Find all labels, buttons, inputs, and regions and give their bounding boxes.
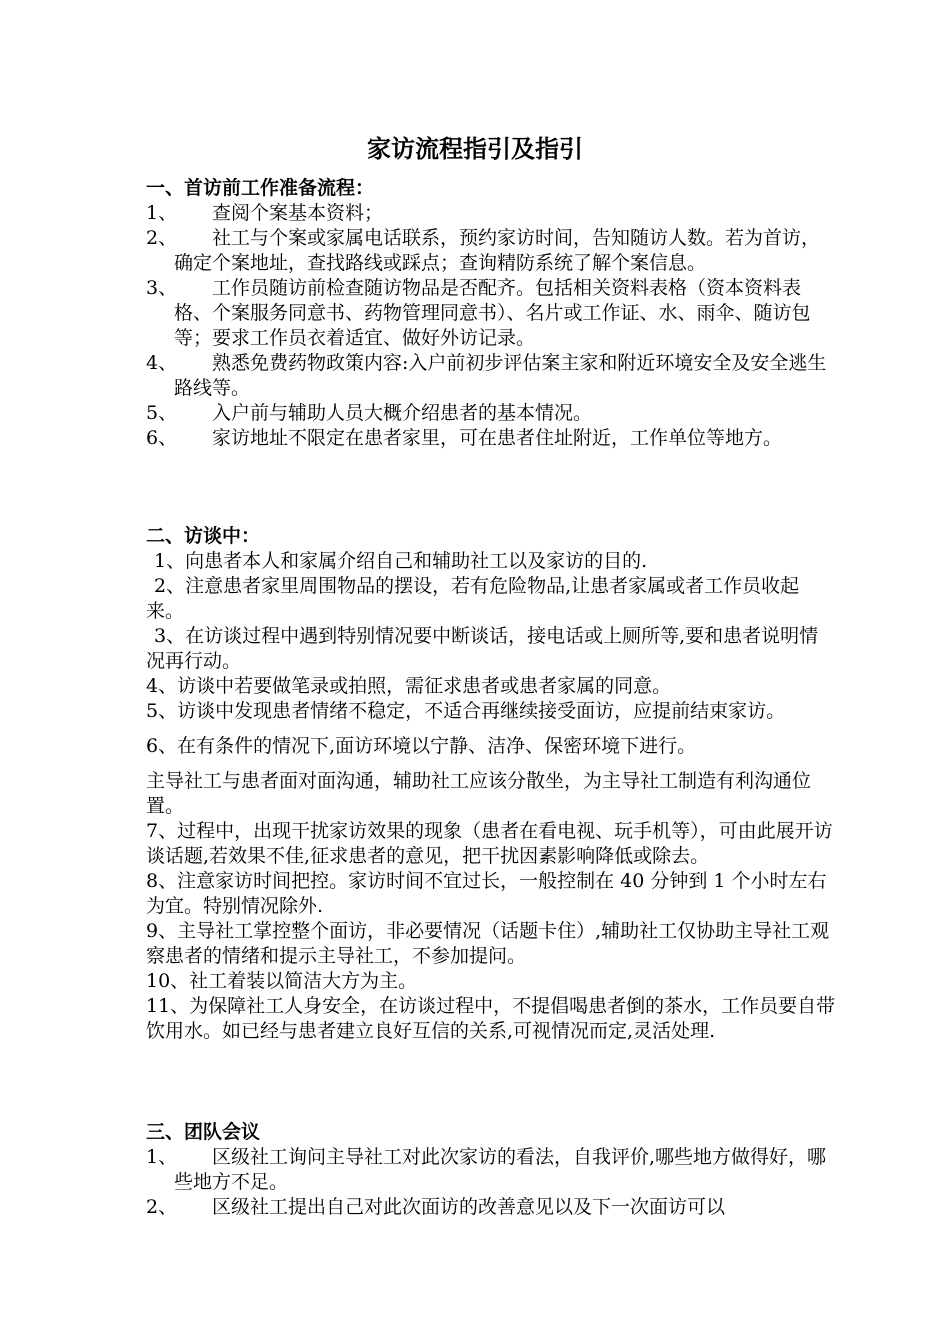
section-1 bbox=[146, 176, 836, 451]
section-2 bbox=[146, 524, 836, 1044]
list-number: 6、 bbox=[146, 427, 178, 449]
section-3 bbox=[146, 1120, 836, 1220]
list-number: 3、 bbox=[146, 277, 178, 299]
list-number: 5、 bbox=[146, 402, 178, 424]
paragraph: 3、在访谈过程中遇到特别情况要中断谈话，接电话或上厕所等,要和患者说明情况再行动。 bbox=[146, 625, 819, 672]
list-number: 4、 bbox=[146, 352, 178, 374]
section-2-heading: 二、访谈中： bbox=[146, 525, 261, 547]
document-title: 家访流程指引及指引 bbox=[367, 134, 583, 163]
list-number: 2、 bbox=[146, 1196, 178, 1218]
list-item bbox=[146, 1145, 836, 1195]
paragraph: 1、向患者本人和家属介绍自己和辅助社工以及家访的目的. bbox=[154, 550, 648, 572]
list-text: 入户前与辅助人员大概介绍患者的基本情况。 bbox=[212, 402, 593, 424]
list-number: 2、 bbox=[146, 227, 178, 249]
paragraph: 7、过程中，出现干扰家访效果的现象（患者在看电视、玩手机等），可由此展开访谈话题,若效果不佳,征求患者的意见，把干扰因素影响降低或除去。 bbox=[146, 820, 833, 867]
section-1-heading: 一、首访前工作准备流程： bbox=[146, 177, 375, 199]
list-text: 区级社工提出自己对此次面访的改善意见以及下一次面访可以 bbox=[212, 1196, 726, 1218]
list-item bbox=[146, 201, 836, 226]
paragraph: 2、注意患者家里周围物品的摆设，若有危险物品,让患者家属或者工作员收起来。 bbox=[146, 575, 800, 622]
list-item bbox=[146, 351, 836, 401]
list-text: 区级社工询问主导社工对此次家访的看法，自我评价,哪些地方做得好，哪些地方不足。 bbox=[174, 1146, 827, 1193]
list-item bbox=[146, 426, 836, 451]
paragraph: 4、访谈中若要做笔录或拍照，需征求患者或患者家属的同意。 bbox=[146, 675, 672, 697]
paragraph: 主导社工与患者面对面沟通，辅助社工应该分散坐，为主导社工制造有利沟通位置。 bbox=[146, 770, 812, 817]
paragraph: 9、主导社工掌控整个面访，非必要情况（话题卡住）,辅助社工仅协助主导社工观察患者的情绪和提示主导社工，不参加提问。 bbox=[146, 920, 830, 967]
paragraph: 10、社工着装以简洁大方为主。 bbox=[146, 970, 418, 992]
list-item bbox=[146, 276, 836, 351]
list-item bbox=[146, 1195, 836, 1220]
list-number: 1、 bbox=[146, 1146, 178, 1168]
list-number: 1、 bbox=[146, 202, 178, 224]
list-text: 查阅个案基本资料； bbox=[212, 202, 384, 224]
paragraph: 6、在有条件的情况下,面访环境以宁静、洁净、保密环境下进行。 bbox=[146, 735, 697, 757]
list-item bbox=[146, 226, 836, 276]
list-text: 工作员随访前检查随访物品是否配齐。包括相关资料表格（资本资料表格、个案服务同意书、药物管理同意书）、名片或工作证、水、雨伞、随访包等；要求工作员衣着适宜、做好外访记录。 bbox=[174, 277, 811, 349]
list-text: 家访地址不限定在患者家里，可在患者住址附近，工作单位等地方。 bbox=[212, 427, 783, 449]
paragraph: 5、访谈中发现患者情绪不稳定，不适合再继续接受面访，应提前结束家访。 bbox=[146, 700, 786, 722]
list-text: 熟悉免费药物政策内容:入户前初步评估案主家和附近环境安全及安全逃生路线等。 bbox=[174, 352, 827, 399]
list-text: 社工与个案或家属电话联系，预约家访时间，告知随访人数。若为首访，确定个案地址，查找路线或踩点；查询精防系统了解个案信息。 bbox=[174, 227, 821, 274]
list-item bbox=[146, 401, 836, 426]
section-3-heading: 三、团队会议 bbox=[146, 1121, 261, 1143]
paragraph: 8、注意家访时间把控。家访时间不宜过长，一般控制在 40 分钟到 1 个小时左右为宜。特别情况除外. bbox=[146, 870, 827, 917]
paragraph: 11、为保障社工人身安全，在访谈过程中，不提倡喝患者倒的茶水，工作员要自带饮用水。如已经与患者建立良好互信的关系,可视情况而定,灵活处理. bbox=[146, 995, 836, 1042]
